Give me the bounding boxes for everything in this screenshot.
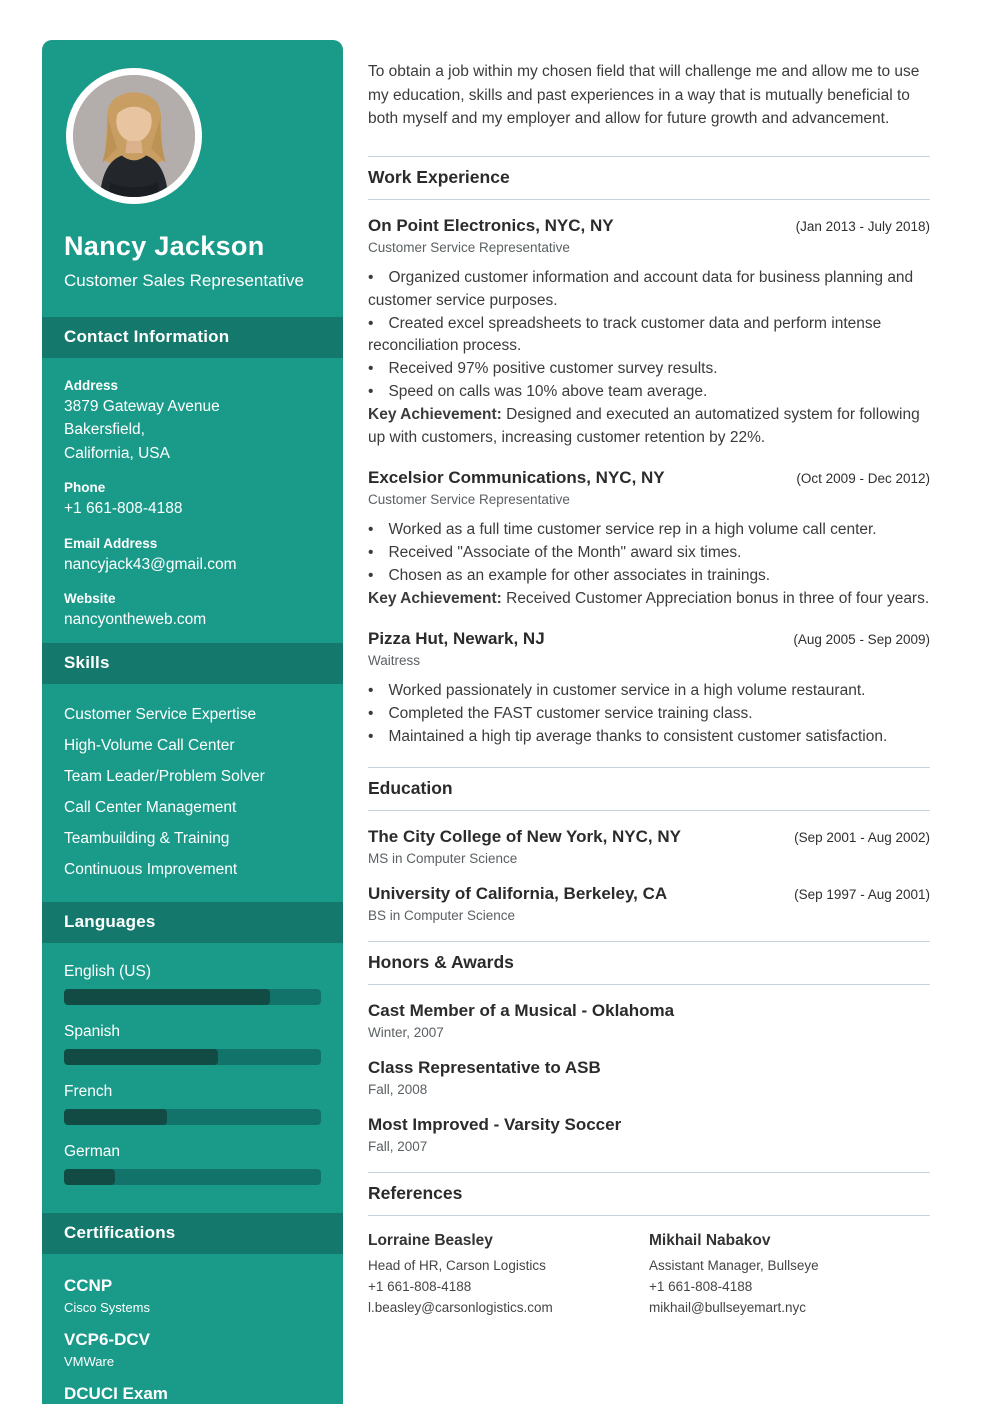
bullet-item: • Maintained a high tip average thanks to consistent customer satisfaction. bbox=[368, 726, 930, 749]
contact-section-heading: Contact Information bbox=[42, 317, 343, 358]
language-bar-fill bbox=[64, 1049, 218, 1065]
honor-entry bbox=[368, 1115, 930, 1154]
certification-item bbox=[64, 1276, 321, 1315]
skill-item: Team Leader/Problem Solver bbox=[64, 768, 265, 786]
email-label: Email Address bbox=[64, 535, 158, 551]
reference-email: mikhail@bullseyemart.nyc bbox=[649, 1299, 807, 1315]
bullet-item: • Speed on calls was 10% above team average. bbox=[368, 381, 930, 404]
profile-photo bbox=[66, 68, 202, 204]
key-achievement bbox=[368, 404, 930, 450]
address-label: Address bbox=[64, 377, 119, 393]
entry-degree: MS in Computer Science bbox=[368, 850, 518, 866]
entry-role: Customer Service Representative bbox=[368, 492, 570, 508]
bullet-item: • Worked as a full time customer service rep in a high volume call center. bbox=[368, 519, 930, 542]
language-item bbox=[64, 963, 321, 1005]
language-item bbox=[64, 1143, 321, 1185]
certification-issuer: VMWare bbox=[64, 1354, 115, 1370]
entry-role: Waitress bbox=[368, 652, 421, 668]
entry-school: University of California, Berkeley, CA bbox=[368, 883, 668, 903]
entry-dates: (Sep 1997 - Aug 2001) bbox=[794, 886, 930, 902]
entry-degree: BS in Computer Science bbox=[368, 907, 516, 923]
language-name: French bbox=[64, 1083, 113, 1101]
key-achievement-label: Key Achievement: bbox=[368, 406, 502, 424]
honor-title: Cast Member of a Musical - Oklahoma bbox=[368, 1000, 675, 1020]
skills-section-heading: Skills bbox=[42, 643, 343, 684]
entry-head bbox=[368, 468, 930, 488]
bullet-item: • Received 97% positive customer survey results. bbox=[368, 358, 930, 381]
languages-block bbox=[42, 943, 343, 1213]
honor-date: Fall, 2007 bbox=[368, 1138, 428, 1154]
certification-issuer: Cisco Systems bbox=[64, 1300, 150, 1316]
skills-list bbox=[42, 684, 343, 902]
honor-title: Most Improved - Varsity Soccer bbox=[368, 1114, 622, 1134]
bullet-item: • Created excel spreadsheets to track customer data and perform intense reconciliation process. bbox=[368, 313, 930, 359]
language-bar bbox=[64, 1049, 321, 1065]
entry-bullets bbox=[368, 267, 930, 451]
entry-role: Customer Service Representative bbox=[368, 239, 570, 255]
honor-title: Class Representative to ASB bbox=[368, 1057, 601, 1077]
bullet-item: • Received "Associate of the Month" award six times. bbox=[368, 542, 930, 565]
person-name: Nancy Jackson bbox=[64, 231, 265, 261]
language-item bbox=[64, 1023, 321, 1065]
objective-text: To obtain a job within my chosen field that will challenge me and allow me to use my education, skills and past experiences in a way that is mutually beneficial to both myself and my employer and allow for future growth and advancement. bbox=[368, 63, 920, 128]
reference-role: Assistant Manager, Bullseye bbox=[649, 1257, 819, 1273]
language-item bbox=[64, 1083, 321, 1125]
language-bar-fill bbox=[64, 1169, 115, 1185]
language-bar bbox=[64, 1109, 321, 1125]
reference-phone: +1 661-808-4188 bbox=[649, 1278, 753, 1294]
phone-value: +1 661-808-4188 bbox=[64, 500, 183, 518]
reference-name: Lorraine Beasley bbox=[368, 1231, 493, 1249]
bullet-item: • Worked passionately in customer service in a high volume restaurant. bbox=[368, 680, 930, 703]
honor-entry bbox=[368, 1058, 930, 1097]
language-bar bbox=[64, 1169, 321, 1185]
bullet-item: • Completed the FAST customer service training class. bbox=[368, 703, 930, 726]
honors-heading: Honors & Awards bbox=[368, 941, 930, 985]
education-heading: Education bbox=[368, 767, 930, 811]
certifications-section-heading: Certifications bbox=[42, 1213, 343, 1254]
entry-bullets bbox=[368, 680, 930, 749]
skill-item: Call Center Management bbox=[64, 799, 237, 817]
skill-item: High-Volume Call Center bbox=[64, 737, 235, 755]
entry-head bbox=[368, 827, 930, 847]
work-entry bbox=[368, 216, 930, 451]
certification-item bbox=[64, 1330, 321, 1369]
certifications-block bbox=[42, 1254, 343, 1404]
bullet-item: • Chosen as an example for other associates in trainings. bbox=[368, 565, 930, 588]
entry-head bbox=[368, 629, 930, 649]
key-achievement-text: Designed and executed an automatized system for following up with customers, increasing customer retention by 22%. bbox=[368, 406, 920, 447]
key-achievement-label: Key Achievement: bbox=[368, 589, 502, 607]
certification-item bbox=[64, 1384, 321, 1404]
skill-item: Customer Service Expertise bbox=[64, 706, 257, 724]
reference-name: Mikhail Nabakov bbox=[649, 1231, 771, 1249]
main-content bbox=[368, 60, 930, 1318]
bullet-item: • Organized customer information and account data for business planning and customer service purposes. bbox=[368, 267, 930, 313]
language-bar-fill bbox=[64, 1109, 167, 1125]
entry-dates: (Jan 2013 - July 2018) bbox=[795, 218, 930, 234]
entry-bullets bbox=[368, 519, 930, 611]
entry-dates: (Sep 2001 - Aug 2002) bbox=[794, 829, 930, 845]
entry-company: Excelsior Communications, NYC, NY bbox=[368, 468, 665, 488]
work-experience-heading: Work Experience bbox=[368, 156, 930, 200]
reference-card bbox=[649, 1232, 930, 1319]
entry-dates: (Oct 2009 - Dec 2012) bbox=[796, 471, 930, 487]
work-entry bbox=[368, 468, 930, 611]
entry-company: Pizza Hut, Newark, NJ bbox=[368, 628, 545, 648]
website-value: nancyontheweb.com bbox=[64, 610, 207, 628]
address-line: 3879 Gateway Avenue bbox=[64, 397, 220, 415]
entry-school: The City College of New York, NYC, NY bbox=[368, 826, 681, 846]
key-achievement-text: Received Customer Appreciation bonus in three of four years. bbox=[501, 589, 930, 607]
honor-entry bbox=[368, 1001, 930, 1040]
entry-company: On Point Electronics, NYC, NY bbox=[368, 215, 614, 235]
website-label: Website bbox=[64, 590, 116, 606]
entry-head bbox=[368, 884, 930, 904]
references-block bbox=[368, 1232, 930, 1319]
key-achievement bbox=[368, 588, 930, 611]
languages-section-heading: Languages bbox=[42, 902, 343, 943]
language-name: German bbox=[64, 1143, 120, 1161]
profile-photo-image bbox=[73, 75, 195, 197]
education-entry bbox=[368, 827, 930, 866]
email-value: nancyjack43@gmail.com bbox=[64, 555, 237, 573]
person-title: Customer Sales Representative bbox=[64, 271, 305, 290]
certification-name: VCP6-DCV bbox=[64, 1330, 150, 1350]
language-bar bbox=[64, 989, 321, 1005]
language-bar-fill bbox=[64, 989, 270, 1005]
entry-dates: (Aug 2005 - Sep 2009) bbox=[793, 631, 930, 647]
reference-role: Head of HR, Carson Logistics bbox=[368, 1257, 546, 1273]
certification-name: DCUCI Exam bbox=[64, 1384, 168, 1404]
contact-block bbox=[42, 358, 343, 644]
entry-head bbox=[368, 216, 930, 236]
reference-phone: +1 661-808-4188 bbox=[368, 1278, 472, 1294]
honor-date: Winter, 2007 bbox=[368, 1024, 444, 1040]
address-line: California, USA bbox=[64, 444, 170, 462]
certification-name: CCNP bbox=[64, 1276, 113, 1296]
language-name: Spanish bbox=[64, 1023, 121, 1041]
skill-item: Continuous Improvement bbox=[64, 861, 238, 879]
language-name: English (US) bbox=[64, 963, 151, 981]
skill-item: Teambuilding & Training bbox=[64, 830, 230, 848]
honor-date: Fall, 2008 bbox=[368, 1081, 428, 1097]
education-entry bbox=[368, 884, 930, 923]
sidebar bbox=[42, 40, 343, 1404]
reference-email: l.beasley@carsonlogistics.com bbox=[368, 1299, 553, 1315]
references-heading: References bbox=[368, 1172, 930, 1216]
work-entry bbox=[368, 629, 930, 749]
reference-card bbox=[368, 1232, 649, 1319]
phone-label: Phone bbox=[64, 480, 106, 496]
address-line: Bakersfield, bbox=[64, 421, 145, 439]
